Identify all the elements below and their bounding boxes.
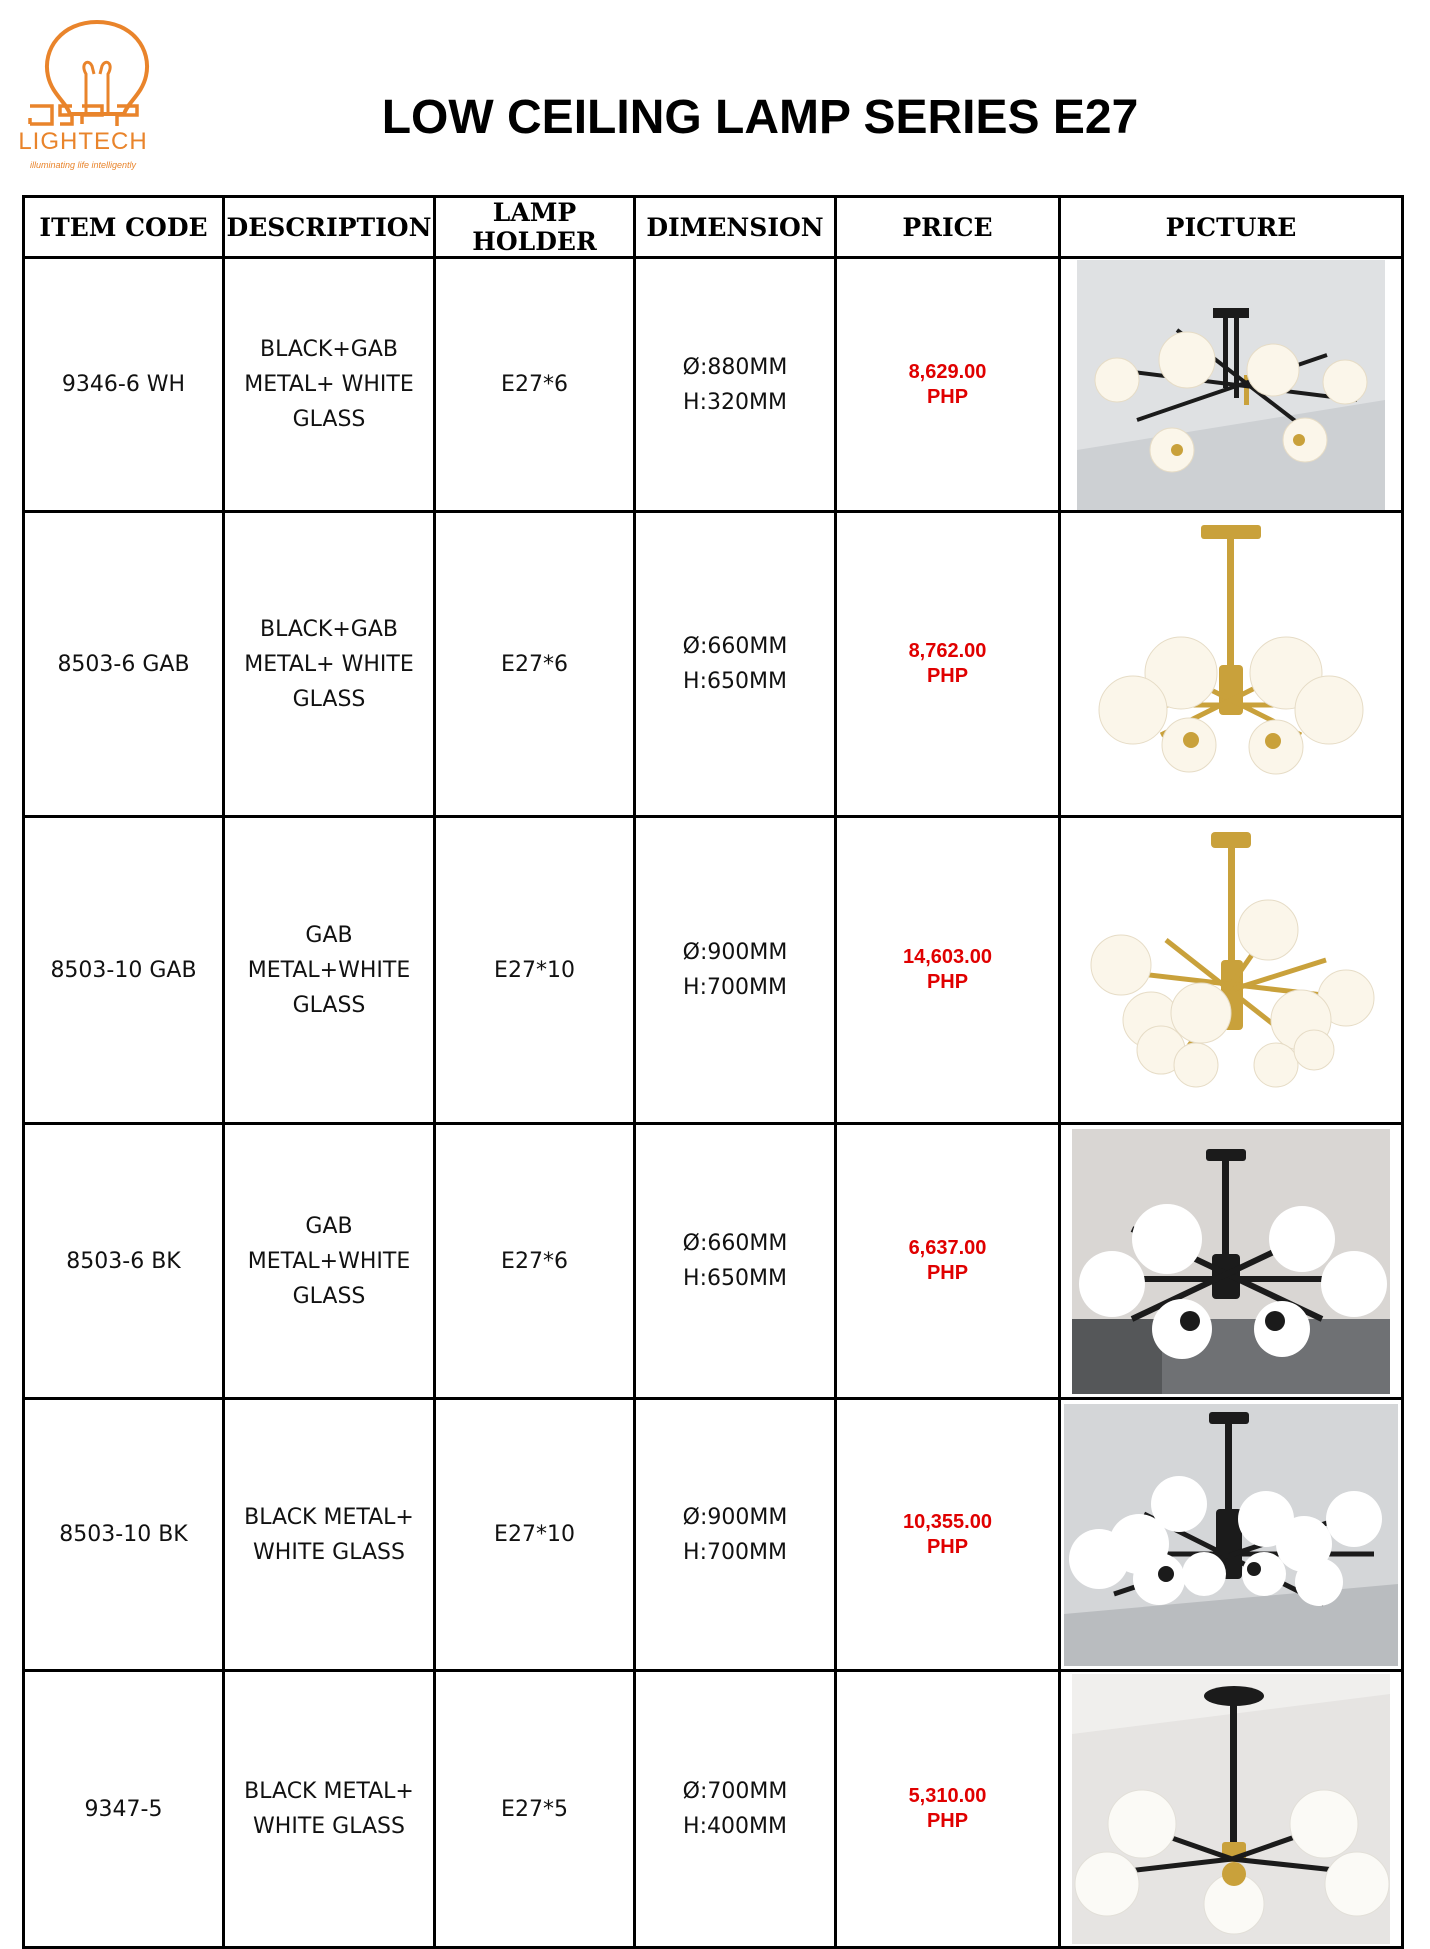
lamp-holder-cell: E27*6 [435, 258, 635, 512]
dimension-height: H:400MM [683, 1814, 787, 1839]
picture-cell [1060, 258, 1403, 512]
pendant-lamp-icon [1076, 820, 1386, 1120]
picture-cell [1060, 1671, 1403, 1948]
price-amount: 10,355.00 [903, 1510, 992, 1533]
column-header-picture: PICTURE [1060, 197, 1403, 258]
pendant-lamp-icon [1077, 260, 1385, 510]
description-line: WHITE GLASS [253, 1814, 405, 1839]
lamp-photo [1072, 1129, 1390, 1394]
pendant-lamp-icon [1064, 1404, 1398, 1666]
dimension-diameter: Ø:700MM [682, 1779, 788, 1804]
price-currency: PHP [926, 1810, 969, 1832]
picture-cell [1060, 512, 1403, 817]
dimension-cell [635, 1124, 836, 1399]
description-line: WHITE GLASS [253, 1539, 405, 1565]
description-cell [224, 817, 435, 1124]
description-line: GAB [305, 922, 353, 948]
lamp-holder-cell: E27*6 [435, 1124, 635, 1399]
price-currency: PHP [926, 1535, 969, 1558]
product-table [22, 195, 1404, 1949]
table-row [24, 512, 1403, 817]
table-row [24, 1671, 1403, 1948]
description-line: METAL+ WHITE [244, 651, 414, 677]
dimension-diameter: Ø:900MM [682, 940, 788, 965]
description-line: BLACK+GAB [260, 616, 398, 642]
item-code-cell: 9347-5 [24, 1671, 224, 1948]
item-code-cell: 8503-10 GAB [24, 817, 224, 1124]
description-line: BLACK METAL+ [244, 1504, 414, 1530]
item-code-cell: 9346-6 WH [24, 258, 224, 512]
dimension-cell [635, 512, 836, 817]
column-header-description: DESCRIPTION [224, 197, 435, 258]
pendant-lamp-icon [1081, 515, 1381, 813]
item-code-cell: 8503-6 GAB [24, 512, 224, 817]
lamp-photo [1081, 515, 1381, 813]
description-line: METAL+WHITE [247, 957, 411, 983]
brand-name: LIGHTECH [18, 128, 148, 155]
dimension-height: H:650MM [683, 1266, 787, 1291]
item-code-cell: 8503-6 BK [24, 1124, 224, 1399]
description-line: GLASS [292, 407, 366, 432]
lamp-holder-cell: E27*5 [435, 1671, 635, 1948]
price-cell [836, 258, 1060, 512]
description-cell [224, 258, 435, 512]
dimension-height: H:320MM [683, 389, 787, 415]
price-currency: PHP [926, 971, 969, 993]
page-title: LOW CEILING LAMP SERIES E27 [381, 91, 1139, 144]
dimension-cell [635, 1671, 836, 1948]
description-line: BLACK+GAB [260, 337, 398, 362]
price-amount: 14,603.00 [903, 946, 992, 968]
dimension-diameter: Ø:660MM [682, 1231, 788, 1256]
dimension-cell [635, 258, 836, 512]
price-amount: 6,637.00 [908, 1237, 987, 1259]
table-header-row [24, 197, 1403, 258]
description-line: GLASS [292, 1283, 366, 1309]
description-line: GAB [305, 1213, 353, 1239]
description-line: METAL+WHITE [247, 1248, 411, 1274]
lamp-photo [1076, 820, 1386, 1120]
dimension-diameter: Ø:880MM [682, 354, 788, 380]
picture-cell [1060, 1399, 1403, 1671]
lamp-holder-cell: E27*10 [435, 1399, 635, 1671]
dimension-height: H:700MM [683, 975, 787, 1000]
lamp-holder-cell: E27*6 [435, 512, 635, 817]
column-header-price: PRICE [836, 197, 1060, 258]
dimension-cell [635, 1399, 836, 1671]
brand-tagline: illuminating life intelligently [29, 160, 137, 170]
lamp-photo [1072, 1674, 1390, 1944]
description-cell [224, 1124, 435, 1399]
price-cell [836, 1399, 1060, 1671]
lamp-holder-cell: E27*10 [435, 817, 635, 1124]
table-row [24, 817, 1403, 1124]
item-code-cell: 8503-10 BK [24, 1399, 224, 1671]
picture-cell [1060, 817, 1403, 1124]
description-line: BLACK METAL+ [244, 1779, 414, 1804]
price-currency: PHP [926, 665, 969, 687]
column-header-dimension: DIMENSION [635, 197, 836, 258]
description-cell [224, 512, 435, 817]
lamp-photo [1064, 1404, 1398, 1666]
dimension-cell [635, 817, 836, 1124]
table-row [24, 1124, 1403, 1399]
price-cell [836, 1671, 1060, 1948]
dimension-height: H:700MM [683, 1539, 787, 1565]
price-amount: 5,310.00 [908, 1785, 987, 1807]
pendant-lamp-icon [1072, 1674, 1390, 1944]
column-header-item-code: ITEM CODE [24, 197, 224, 258]
dimension-height: H:650MM [683, 669, 787, 694]
dimension-diameter: Ø:660MM [682, 634, 788, 659]
description-line: GLASS [292, 686, 366, 712]
price-cell [836, 512, 1060, 817]
pendant-lamp-icon [1072, 1129, 1390, 1394]
price-amount: 8,762.00 [908, 640, 987, 662]
price-currency: PHP [926, 1262, 969, 1284]
price-currency: PHP [926, 385, 969, 408]
description-line: METAL+ WHITE [244, 372, 414, 397]
price-cell [836, 817, 1060, 1124]
table-row [24, 258, 1403, 512]
column-header-lamp-holder: LAMP HOLDER [435, 197, 635, 258]
lamp-photo [1077, 260, 1385, 510]
price-cell [836, 1124, 1060, 1399]
table-row [24, 1399, 1403, 1671]
description-cell [224, 1399, 435, 1671]
picture-cell [1060, 1124, 1403, 1399]
bulb-logo-icon [22, 14, 172, 144]
description-line: GLASS [292, 992, 366, 1018]
dimension-diameter: Ø:900MM [682, 1504, 788, 1530]
price-amount: 8,629.00 [908, 360, 987, 383]
description-cell [224, 1671, 435, 1948]
